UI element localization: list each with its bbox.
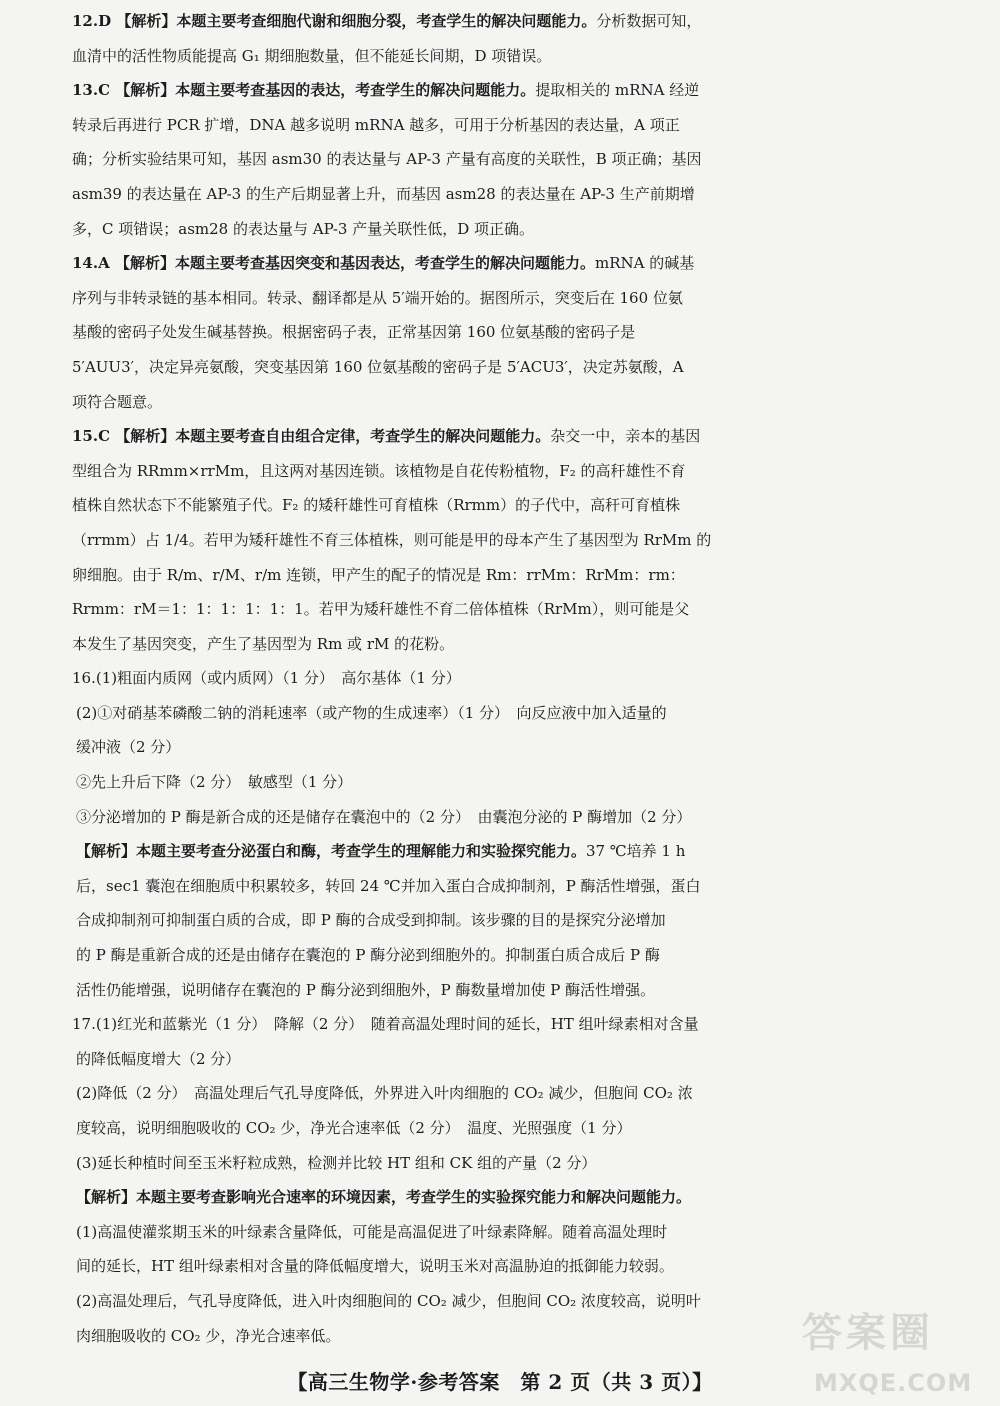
line: 度较高，说明细胞吸收的 CO₂ 少，净光合速率低（2 分） 温度、光照强度（1 分） — [76, 1119, 632, 1137]
watermark-url: MXQE.COM — [814, 1369, 973, 1397]
line: 肉细胞吸收的 CO₂ 少，净光合速率低。 — [76, 1326, 341, 1345]
answer-13 — [0, 73, 1000, 246]
line: (1)高温使灌浆期玉米的叶绿素含量降低，可能是高温促进了叶绿素降解。随着高温处理时 — [76, 1222, 668, 1241]
line: 17.(1)红光和蓝紫光（1 分） 降解（2 分） 随着高温处理时间的延长，HT 组叶绿素相对含量 — [72, 1015, 699, 1034]
line: 12.D 【解析】本题主要考查细胞代谢和细胞分裂，考查学生的解决问题能力。分析数据可知， — [72, 12, 702, 30]
line: 合成抑制剂可抑制蛋白质的合成，即 P 酶的合成受到抑制。该步骤的目的是探究分泌增加 — [76, 911, 666, 930]
watermark-logo — [802, 1310, 973, 1398]
line: 多，C 项错误；asm28 的表达量与 AP-3 产量关联性低，D 项正确。 — [72, 219, 535, 238]
line: 项符合题意。 — [72, 392, 163, 411]
line: 本发生了基因突变，产生了基因型为 Rm 或 rM 的花粉。 — [72, 634, 455, 653]
line: （rrmm）占 1/4。若甲为矮秆雄性不育三体植株，则可能是甲的母本产生了基因型为 RrMm 的 — [72, 530, 712, 549]
line: 植株自然状态下不能繁殖子代。F₂ 的矮秆雄性可育植株（Rrmm）的子代中，高秆可育植株 — [72, 496, 681, 515]
line: 16.(1)粗面内质网（或内质网）（1 分） 高尔基体（1 分） — [72, 669, 461, 688]
line: 14.A 【解析】本题主要考查基因突变和基因表达，考查学生的解决问题能力。mRNA 的碱基 — [72, 254, 695, 273]
line: 型组合为 RRmm×rrMm，且这两对基因连锁。该植物是自花传粉植物，F₂ 的高秆雄性不育 — [72, 461, 686, 480]
line: (2)降低（2 分） 高温处理后气孔导度降低，外界进入叶肉细胞的 CO₂ 减少，但胞间 CO₂ 浓 — [76, 1084, 693, 1103]
line: 后，sec1 囊泡在细胞质中积累较多，转回 24 ℃并加入蛋白合成抑制剂，P 酶活性增强，蛋白 — [76, 876, 701, 895]
answer-16 — [0, 661, 1000, 1007]
line: 确；分析实验结果可知，基因 asm30 的表达量与 AP-3 产量有高度的关联性，B 项正确；基因 — [72, 150, 702, 169]
page-footer: 【高三生物学·参考答案 第 2 页（共 3 页）】 — [287, 1370, 713, 1394]
line: (2)①对硝基苯磷酸二钠的消耗速率（或产物的生成速率）（1 分） 向反应液中加入适量的 — [76, 703, 667, 722]
line: (2)高温处理后，气孔导度降低，进入叶肉细胞间的 CO₂ 减少，但胞间 CO₂ 浓度较高，说明叶 — [76, 1291, 701, 1310]
line: 基酸的密码子处发生碱基替换。根据密码子表，正常基因第 160 位氨基酸的密码子是 — [72, 323, 636, 342]
line: 5′AUU3′，决定异亮氨酸，突变基因第 160 位氨基酸的密码子是 5′ACU3′，决定苏氨酸，A — [72, 357, 684, 376]
line: ③分泌增加的 P 酶是新合成的还是储存在囊泡中的（2 分） 由囊泡分泌的 P 酶增加（2 分） — [76, 807, 692, 826]
answer-15 — [0, 419, 1000, 661]
line: 卵细胞。由于 R/m、r/M、r/m 连锁，甲产生的配子的情况是 Rm：rrMm：RrMm：rm： — [72, 565, 685, 584]
watermark-text: 答案圈 — [802, 1310, 934, 1356]
answer-page — [0, 4, 1000, 1356]
line: 活性仍能增强，说明储存在囊泡的 P 酶分泌到细胞外，P 酶数量增加使 P 酶活性增强。 — [76, 980, 656, 999]
line: 的 P 酶是重新合成的还是由储存在囊泡的 P 酶分泌到细胞外的。抑制蛋白质合成后 P 酶 — [76, 946, 660, 965]
answer-17 — [0, 1007, 1000, 1356]
line: 【解析】本题主要考查影响光合速率的环境因素，考查学生的实验探究能力和解决问题能力。 — [76, 1188, 692, 1207]
line: ②先上升后下降（2 分） 敏感型（1 分） — [76, 773, 353, 792]
line: asm39 的表达量在 AP-3 的生产后期显著上升，而基因 asm28 的表达量在 AP-3 生产前期增 — [72, 184, 695, 203]
answer-14 — [0, 246, 1000, 419]
line: 13.C 【解析】本题主要考查基因的表达，考查学生的解决问题能力。提取相关的 mRNA 经逆 — [72, 81, 700, 100]
line: (3)延长种植时间至玉米籽粒成熟，检测并比较 HT 组和 CK 组的产量（2 分） — [76, 1153, 597, 1172]
line: 血清中的活性物质能提高 G₁ 期细胞数量，但不能延长间期，D 项错误。 — [72, 46, 552, 65]
line: Rrmm：rM＝1：1：1：1：1：1。若甲为矮秆雄性不育二倍体植株（RrMm），则可能是父 — [72, 600, 690, 619]
line: 【解析】本题主要考查分泌蛋白和酶，考查学生的理解能力和实验探究能力。37 ℃培养 1 h — [76, 842, 686, 861]
line: 序列与非转录链的基本相同。转录、翻译都是从 5′端开始的。据图所示，突变后在 160 位氨 — [72, 288, 683, 307]
line: 间的延长，HT 组叶绿素相对含量的降低幅度增大，说明玉米对高温胁迫的抵御能力较弱。 — [76, 1257, 674, 1276]
line: 缓冲液（2 分） — [76, 738, 181, 757]
line: 15.C 【解析】本题主要考查自由组合定律，考查学生的解决问题能力。杂交一中，亲本的基因 — [72, 427, 701, 446]
line: 转录后再进行 PCR 扩增，DNA 越多说明 mRNA 越多，可用于分析基因的表达量，A 项正 — [72, 115, 680, 134]
line: 的降低幅度增大（2 分） — [76, 1049, 241, 1068]
answer-12 — [0, 4, 1000, 73]
